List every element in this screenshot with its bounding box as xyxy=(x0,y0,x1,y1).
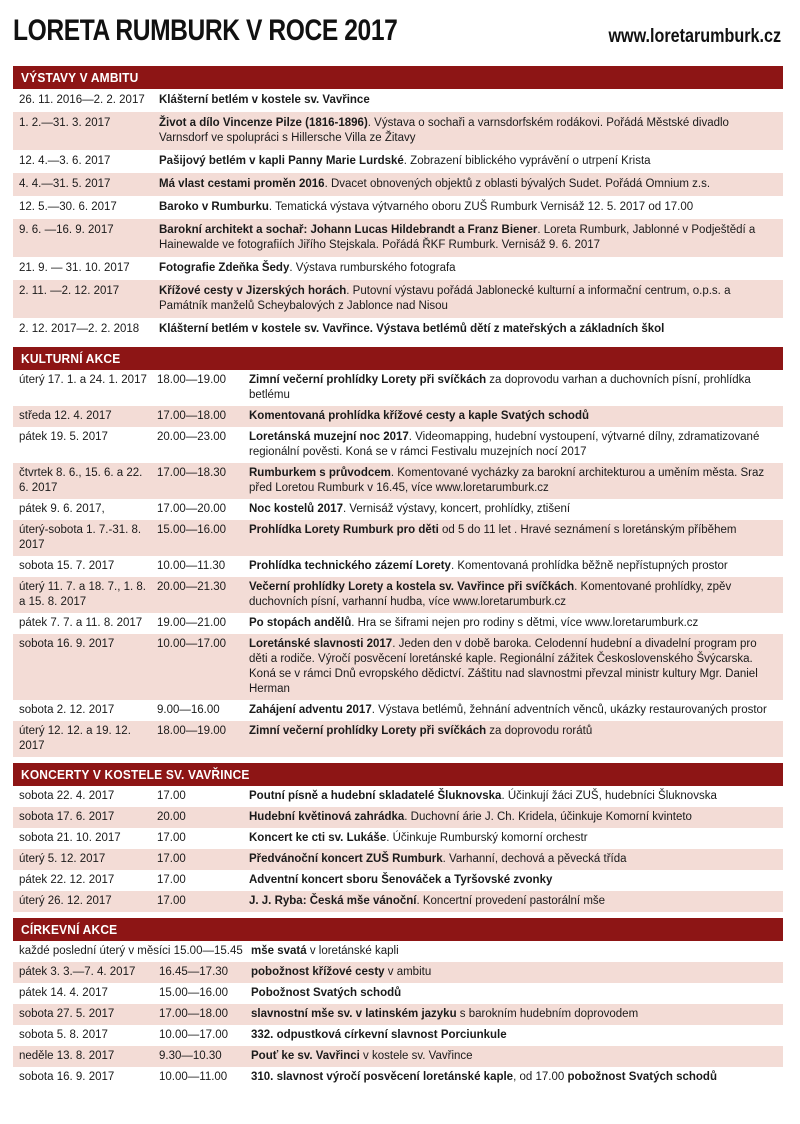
rows-koncerty xyxy=(13,786,783,912)
event-description xyxy=(159,223,783,253)
event-description xyxy=(249,409,783,424)
page-title: LORETA RUMBURK V ROCE 2017 xyxy=(13,14,398,47)
table-row xyxy=(13,634,783,700)
event-date: úterý 5. 12. 2017 xyxy=(19,853,106,865)
table-row xyxy=(13,807,783,828)
event-description xyxy=(251,1028,783,1043)
event-date: sobota 17. 6. 2017 xyxy=(19,811,115,823)
table-row xyxy=(13,280,783,318)
table-row xyxy=(13,173,783,196)
event-time: 17.00 xyxy=(157,874,186,886)
event-date: 1. 2.—31. 3. 2017 xyxy=(19,117,111,129)
table-row xyxy=(13,520,783,556)
table-row xyxy=(13,427,783,463)
event-date: pátek 7. 7. a 11. 8. 2017 xyxy=(19,617,143,629)
table-row xyxy=(13,849,783,870)
event-time: 9.30—10.30 xyxy=(159,1050,222,1062)
table-row xyxy=(13,1004,783,1025)
event-detail: . Hra se šiframi nejen pro rodiny s dětmi, více www.loretarumburk.cz xyxy=(351,617,699,629)
event-title: Baroko v Rumburku xyxy=(159,201,269,213)
event-title: Prohlídka technického zázemí Lorety xyxy=(249,560,451,572)
event-time: 17.00 xyxy=(157,853,186,865)
table-row xyxy=(13,941,783,962)
event-date: úterý 11. 7. a 18. 7., 1. 8. a 15. 8. 2017 xyxy=(19,581,147,608)
event-time: 10.00—11.00 xyxy=(159,1071,228,1083)
event-description xyxy=(249,789,783,804)
event-title: Po stopách andělů xyxy=(249,617,352,629)
event-detail: . Účinkují žáci ZUŠ, hudebníci Šluknovska xyxy=(501,790,717,802)
event-detail: s barokním hudebním doprovodem xyxy=(456,1008,639,1020)
event-title: Rumburkem s průvodcem xyxy=(249,467,391,479)
table-row xyxy=(13,219,783,257)
table-row xyxy=(13,577,783,613)
event-date: 9. 6. —16. 9. 2017 xyxy=(19,224,114,236)
table-row xyxy=(13,891,783,912)
event-date: pátek 19. 5. 2017 xyxy=(19,431,108,443)
event-description xyxy=(251,965,783,980)
event-date: sobota 21. 10. 2017 xyxy=(19,832,121,844)
event-description xyxy=(249,831,783,846)
event-title: Poutní písně a hudební skladatelé Šluknovska xyxy=(249,790,502,802)
event-description xyxy=(159,261,783,276)
event-date: čtvrtek 8. 6., 15. 6. a 22. 6. 2017 xyxy=(19,467,143,494)
table-row xyxy=(13,318,783,341)
event-description xyxy=(159,322,783,337)
event-detail: . Videomapping, hudební vystoupení, výtvarné dílny, zdramatizované regionální pověsti. Koná se v rámci Festivalu muzejních nocí 2017 xyxy=(249,431,760,458)
event-detail: v loretánské kapli xyxy=(306,945,399,957)
event-description xyxy=(251,944,783,959)
event-time: 17.00—18.00 xyxy=(157,410,227,422)
section-kulturni xyxy=(13,347,783,757)
event-description xyxy=(249,523,783,553)
rows-kulturni xyxy=(13,370,783,757)
event-description xyxy=(249,873,783,888)
event-detail: . Zobrazení biblického vyprávění o utrpení Krista xyxy=(403,155,651,167)
event-title: mše svatá xyxy=(251,945,307,957)
event-detail: . Duchovní árie J. Ch. Kridela, účinkuje Komorní kvinteto xyxy=(404,811,692,823)
event-date: 26. 11. 2016—2. 2. 2017 xyxy=(19,94,145,106)
event-time: 17.00—20.00 xyxy=(157,503,227,515)
event-time: 17.00—18.30 xyxy=(157,467,227,479)
event-time: 18.00—19.00 xyxy=(157,374,227,386)
section-vystavy xyxy=(13,66,783,341)
event-description xyxy=(159,200,783,215)
event-detail: . Výstava rumburského fotografa xyxy=(289,262,456,274)
table-row xyxy=(13,257,783,280)
event-date: 2. 12. 2017—2. 2. 2018 xyxy=(19,323,140,335)
table-row xyxy=(13,613,783,634)
table-row xyxy=(13,463,783,499)
event-description xyxy=(249,466,783,496)
section-title-kulturni: KULTURNÍ AKCE xyxy=(13,347,783,370)
event-time: 18.00—19.00 xyxy=(157,725,227,737)
event-description xyxy=(249,559,783,574)
event-date: pátek 3. 3.—7. 4. 2017 xyxy=(19,966,136,978)
event-time: 17.00 xyxy=(157,895,186,907)
table-row xyxy=(13,983,783,1004)
event-detail: . Putovní výstavu pořádá Jablonecké kulturní a informační centrum, o.p.s. a Památník manželů Scheybalových z Jablonce nad Nisou xyxy=(159,285,731,312)
event-description xyxy=(159,284,783,314)
event-detail: . Výstava betlémů, žehnání adventních věnců, ukázky restaurovaných prostor xyxy=(371,704,767,716)
event-detail: . Komentované prohlídky, zpěv duchovních písní, varhanní hudba, více www.loretarumburk.cz xyxy=(249,581,732,608)
event-description xyxy=(159,177,783,192)
event-date: pátek 22. 12. 2017 xyxy=(19,874,115,886)
event-date: úterý 12. 12. a 19. 12. 2017 xyxy=(19,725,131,752)
event-title: Zimní večerní prohlídky Lorety při svíčkách xyxy=(249,374,487,386)
section-title-koncerty: KONCERTY V KOSTELE SV. VAVŘINCE xyxy=(13,763,783,786)
event-description xyxy=(251,986,783,1001)
event-title: Křížové cesty v Jizerských horách xyxy=(159,285,347,297)
event-detail: . Vernisáž výstavy, koncert, prohlídky, ztišení xyxy=(342,503,571,515)
section-koncerty xyxy=(13,763,783,912)
event-detail: . Varhanní, dechová a pěvecká třída xyxy=(442,853,627,865)
event-date: sobota 22. 4. 2017 xyxy=(19,790,115,802)
table-row xyxy=(13,196,783,219)
event-description xyxy=(159,93,783,108)
event-title: Klášterní betlém v kostele sv. Vavřince. Výstava betlémů dětí z mateřských a základních škol xyxy=(159,323,665,335)
event-time: 20.00—21.30 xyxy=(157,581,227,593)
event-title: 310. slavnost výročí posvěcení loretánské kaple xyxy=(251,1071,514,1083)
event-title: slavnostní mše sv. v latinském jazyku xyxy=(251,1008,457,1020)
section-title-vystavy: VÝSTAVY V AMBITU xyxy=(13,66,783,89)
event-detail: . Komentovaná prohlídka běžně nepřístupných prostor xyxy=(450,560,728,572)
event-title: Prohlídka Lorety Rumburk pro děti xyxy=(249,524,439,536)
event-detail: . Loreta Rumburk, Jablonné v Podještědí a Hainewalde ve fotografiích Jiřího Stejskala. Pořádá ŘKF Rumburk. Vernisáž 9. 6. 2017 xyxy=(159,224,756,251)
section-title-cirkevni: CÍRKEVNÍ AKCE xyxy=(13,918,783,941)
event-description xyxy=(159,116,783,146)
event-title: Komentovaná prohlídka křížové cesty a kaple Svatých schodů xyxy=(249,410,590,422)
event-description xyxy=(251,1070,783,1085)
event-time: 20.00 xyxy=(157,811,186,823)
event-detail: od 5 do 11 let . Hravé seznámení s loretánským příběhem xyxy=(438,524,737,536)
event-time: 17.00 xyxy=(157,832,186,844)
event-title-secondary: pobožnost Svatých schodů xyxy=(567,1071,717,1083)
rows-cirkevni xyxy=(13,941,783,1088)
event-date: sobota 5. 8. 2017 xyxy=(19,1029,108,1041)
event-detail: . Účinkuje Rumburský komorní orchestr xyxy=(386,832,588,844)
table-row xyxy=(13,828,783,849)
event-title: Klášterní betlém v kostele sv. Vavřince xyxy=(159,94,370,106)
event-date: úterý 26. 12. 2017 xyxy=(19,895,112,907)
event-time: 10.00—17.00 xyxy=(157,638,227,650)
table-row xyxy=(13,112,783,150)
rows-vystavy xyxy=(13,89,783,341)
table-row xyxy=(13,1067,783,1088)
website-url: www.loretarumburk.cz xyxy=(608,26,781,47)
table-row xyxy=(13,499,783,520)
event-description xyxy=(249,894,783,909)
event-date: středa 12. 4. 2017 xyxy=(19,410,112,422)
event-detail: . Komentované vycházky za barokní architekturou a uměním města. Sraz před Loretou Rumburk v 16.45, více www.loretarumburk.cz xyxy=(249,467,765,494)
event-date: pátek 9. 6. 2017, xyxy=(19,503,105,515)
event-title: Noc kostelů 2017 xyxy=(249,503,343,515)
event-detail: v ambitu xyxy=(384,966,432,978)
table-row xyxy=(13,721,783,757)
event-detail: . Dvacet obnovených objektů z oblasti bývalých Sudet. Pořádá Omnium z.s. xyxy=(324,178,711,190)
event-date: 2. 11. —2. 12. 2017 xyxy=(19,285,120,297)
event-time: 10.00—11.30 xyxy=(157,560,226,572)
event-title: Loretánská muzejní noc 2017 xyxy=(249,431,409,443)
event-title: 332. odpustková církevní slavnost Porciunkule xyxy=(251,1029,507,1041)
event-date: 21. 9. — 31. 10. 2017 xyxy=(19,262,130,274)
event-title: Adventní koncert sboru Šenováček a Tyršovské zvonky xyxy=(249,874,553,886)
event-date: 12. 5.—30. 6. 2017 xyxy=(19,201,117,213)
event-detail: . Koncertní provedení pastorální mše xyxy=(416,895,606,907)
event-date: úterý-sobota 1. 7.-31. 8. 2017 xyxy=(19,524,142,551)
event-description xyxy=(251,1049,783,1064)
event-time: 9.00—16.00 xyxy=(157,704,220,716)
event-title: Zimní večerní prohlídky Lorety při svíčkách xyxy=(249,725,487,737)
event-title: pobožnost křížové cesty xyxy=(251,966,385,978)
table-row xyxy=(13,786,783,807)
event-detail: v kostele sv. Vavřince xyxy=(359,1050,473,1062)
event-title: Pobožnost Svatých schodů xyxy=(251,987,402,999)
event-title: J. J. Ryba: Česká mše vánoční xyxy=(249,895,417,907)
event-description xyxy=(249,430,783,460)
event-detail: . Výstava o sochaři a varnsdorfském rodákovi. Pořádá Městské divadlo Varnsdorf ve spolupráci s Hillersche Villa ze Žitavy xyxy=(159,117,729,144)
event-title: Pašijový betlém v kapli Panny Marie Lurdské xyxy=(159,155,404,167)
event-title: Předvánoční koncert ZUŠ Rumburk xyxy=(249,853,443,865)
table-row xyxy=(13,556,783,577)
event-title: Zahájení adventu 2017 xyxy=(249,704,372,716)
event-time: 20.00—23.00 xyxy=(157,431,227,443)
event-title: Má vlast cestami proměn 2016 xyxy=(159,178,325,190)
event-time: 16.45—17.30 xyxy=(159,966,229,978)
event-time: 15.00—16.00 xyxy=(159,987,229,999)
table-row xyxy=(13,870,783,891)
event-time: 17.00—18.00 xyxy=(159,1008,229,1020)
event-detail: , od 17.00 xyxy=(513,1071,568,1083)
table-row xyxy=(13,700,783,721)
event-date: sobota 16. 9. 2017 xyxy=(19,638,115,650)
event-description xyxy=(249,616,783,631)
event-description xyxy=(249,580,783,610)
event-date: sobota 2. 12. 2017 xyxy=(19,704,115,716)
event-date: každé poslední úterý v měsíci 15.00—15.45 xyxy=(19,945,243,957)
section-cirkevni xyxy=(13,918,783,1088)
event-description xyxy=(249,703,783,718)
table-row xyxy=(13,1046,783,1067)
table-row xyxy=(13,150,783,173)
table-row xyxy=(13,89,783,112)
event-title: Hudební květinová zahrádka xyxy=(249,811,405,823)
event-description xyxy=(249,852,783,867)
event-time: 15.00—16.00 xyxy=(157,524,227,536)
event-title: Život a dílo Vincenze Pilze (1816-1896) xyxy=(159,117,368,129)
event-time: 10.00—17.00 xyxy=(159,1029,229,1041)
event-title: Barokní architekt a sochař: Johann Lucas Hildebrandt a Franz Biener xyxy=(159,224,538,236)
event-title: Pouť ke sv. Vavřinci xyxy=(251,1050,360,1062)
event-title: Loretánské slavnosti 2017 xyxy=(249,638,393,650)
table-row xyxy=(13,370,783,406)
event-time: 17.00 xyxy=(157,790,186,802)
event-title: Fotografie Zdeňka Šedy xyxy=(159,262,290,274)
event-description xyxy=(249,637,783,697)
event-description xyxy=(249,373,783,403)
event-date: sobota 27. 5. 2017 xyxy=(19,1008,115,1020)
table-row xyxy=(13,1025,783,1046)
event-description xyxy=(249,810,783,825)
table-row xyxy=(13,962,783,983)
event-date: úterý 17. 1. a 24. 1. 2017 xyxy=(19,374,147,386)
event-detail: . Jeden den v době baroka. Celodenní hudební a divadelní program pro děti a rodiče. Výročí posvěcení loretánské kaple. Regionální zážitek Československého Švýcarska. Koná se v rámci Dnů evropského dědictví. Záštitu nad slavnostmi převzal ministr kultury Mgr. Daniel Herman xyxy=(249,638,758,695)
event-date: pátek 14. 4. 2017 xyxy=(19,987,108,999)
event-date: sobota 15. 7. 2017 xyxy=(19,560,115,572)
event-date: neděle 13. 8. 2017 xyxy=(19,1050,115,1062)
event-title: Večerní prohlídky Lorety a kostela sv. Vavřince při svíčkách xyxy=(249,581,575,593)
event-title: Koncert ke cti sv. Lukáše xyxy=(249,832,387,844)
header xyxy=(13,0,783,58)
event-description xyxy=(251,1007,783,1022)
event-detail: za doprovodu varhan a duchovních písní, prohlídka betlému xyxy=(249,374,751,401)
event-detail: . Tematická výstava výtvarného oboru ZUŠ Rumburk Vernisáž 12. 5. 2017 od 17.00 xyxy=(268,201,694,213)
event-description xyxy=(159,154,783,169)
event-description xyxy=(249,502,783,517)
event-date: sobota 16. 9. 2017 xyxy=(19,1071,115,1083)
event-date: 12. 4.—3. 6. 2017 xyxy=(19,155,111,167)
program-page xyxy=(13,0,783,1088)
table-row xyxy=(13,406,783,427)
event-time: 19.00—21.00 xyxy=(157,617,227,629)
event-description xyxy=(249,724,783,754)
event-detail: za doprovodu rorátů xyxy=(486,725,593,737)
event-date: 4. 4.—31. 5. 2017 xyxy=(19,178,111,190)
